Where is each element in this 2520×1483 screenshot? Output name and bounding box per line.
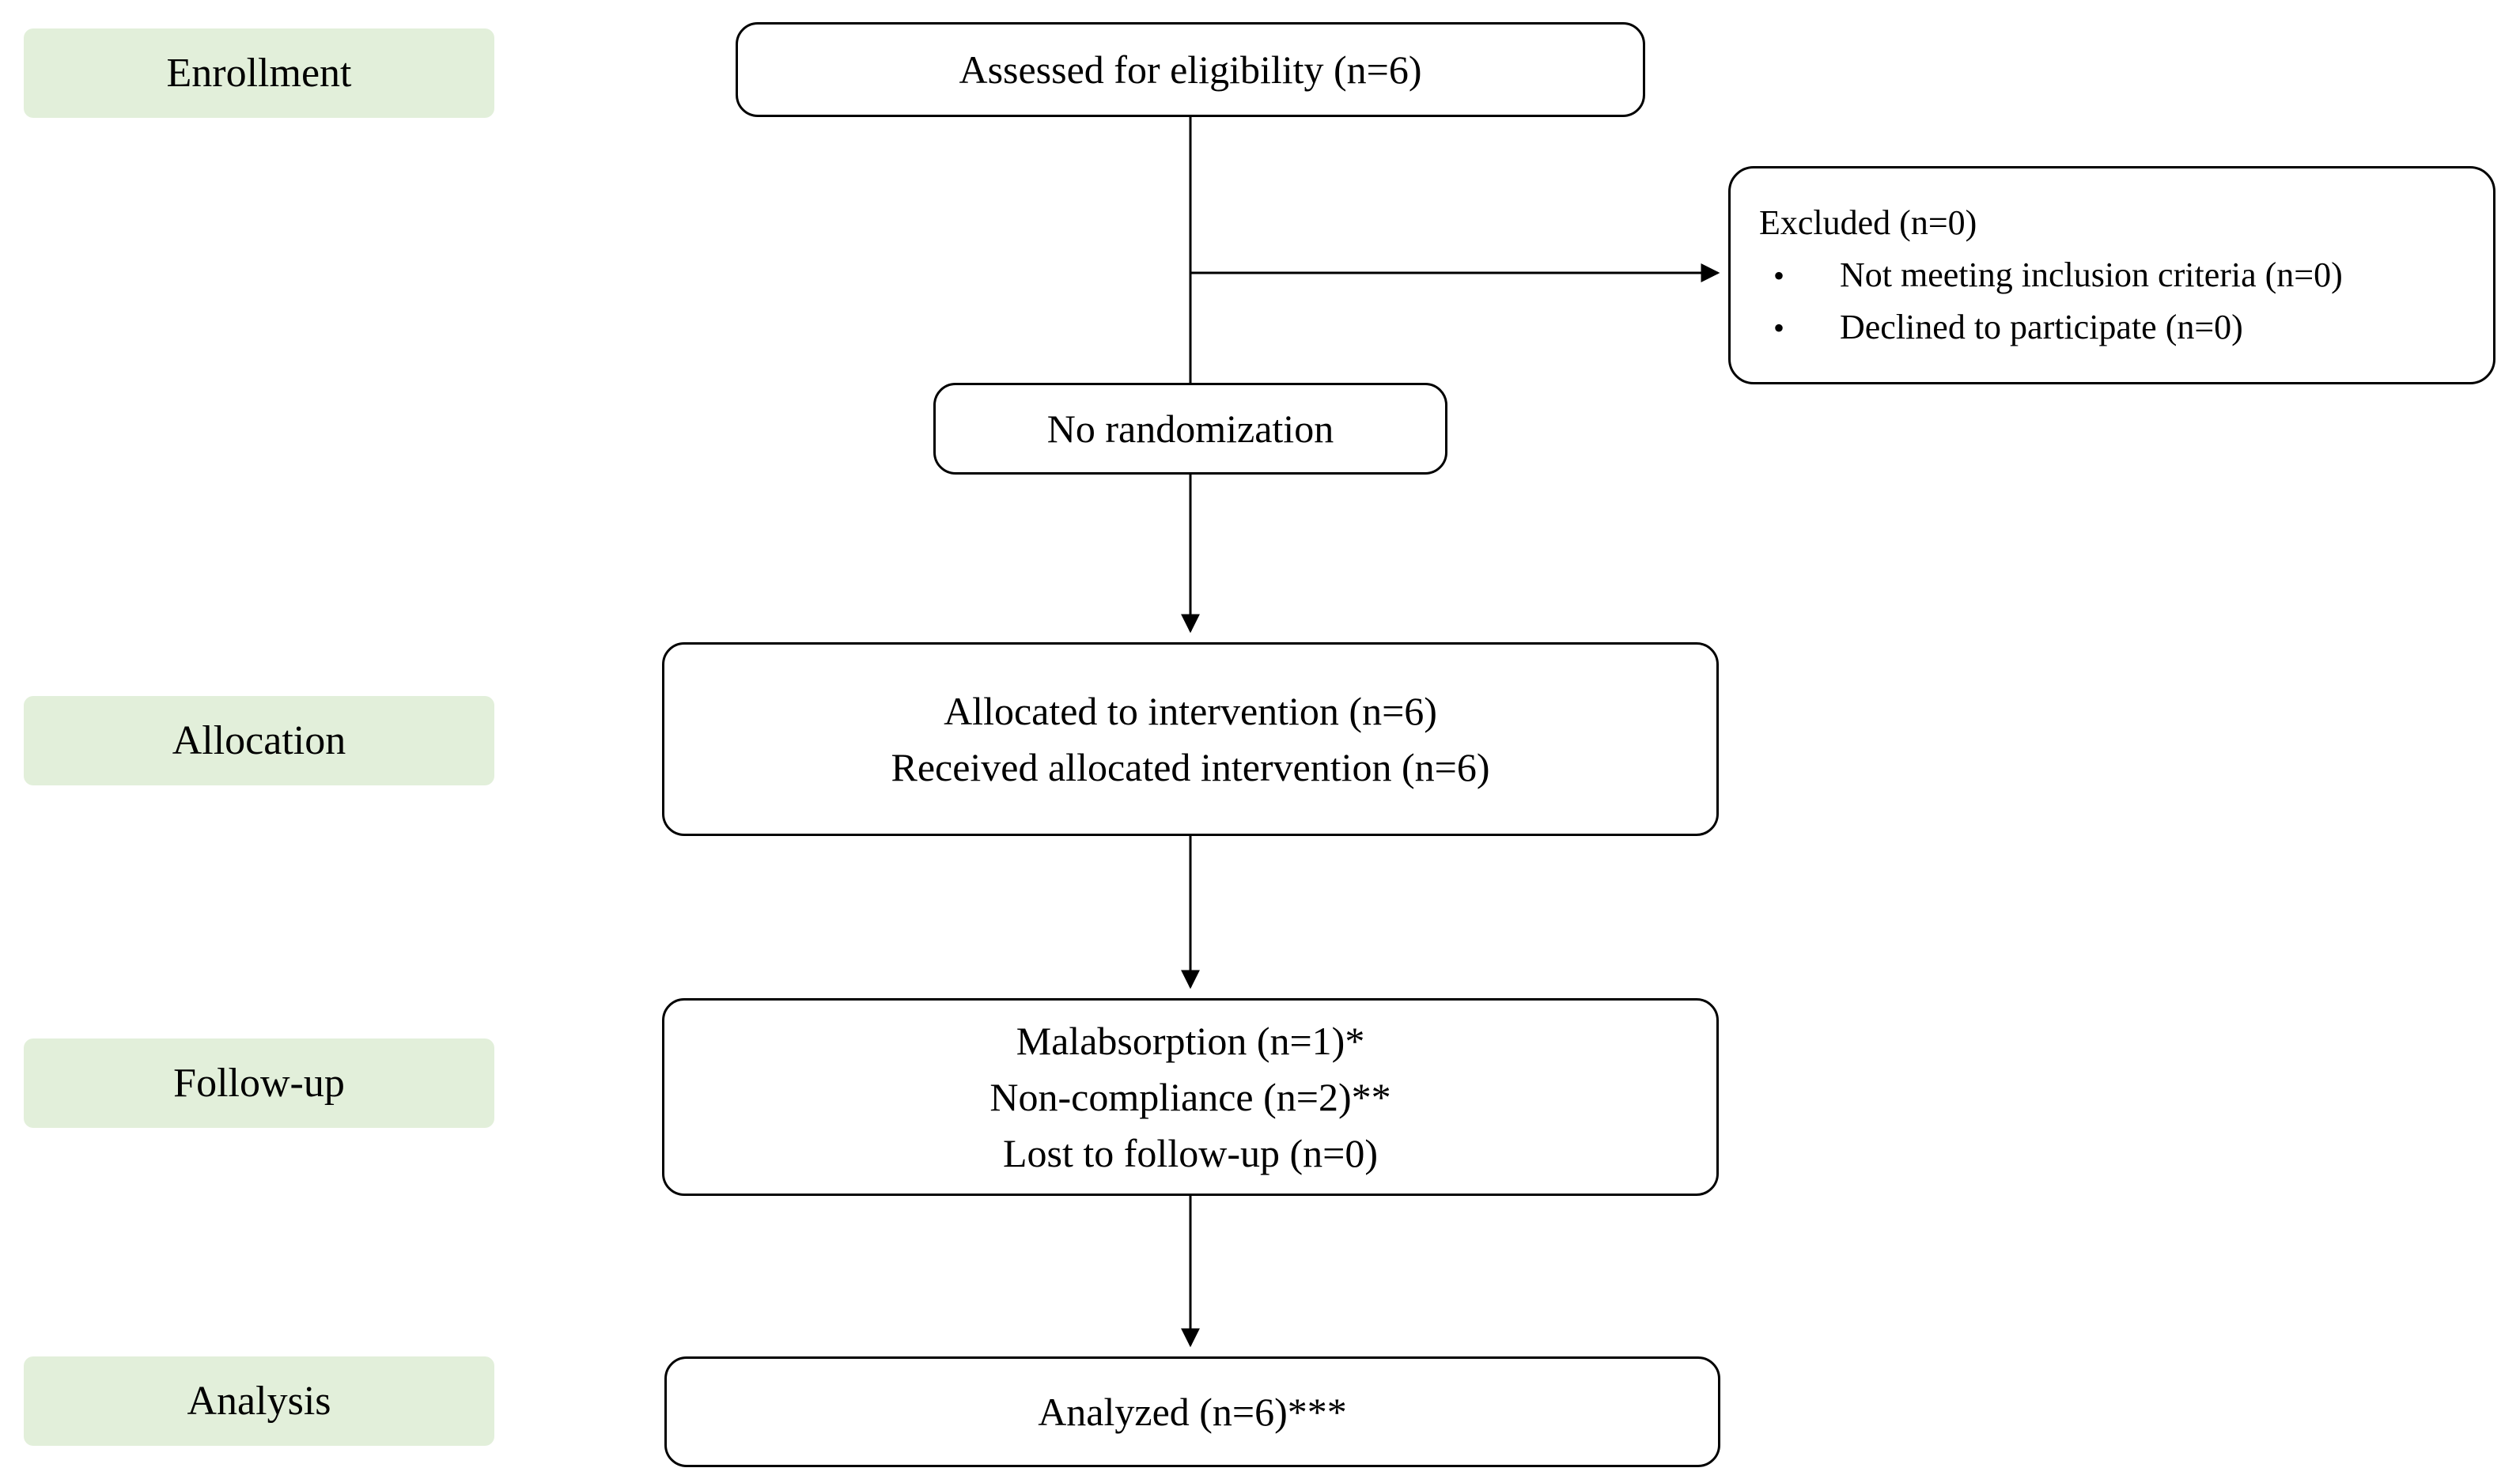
analyzed-box [664,1356,1720,1467]
assessed-text: Assessed for eligibility (n=6) [959,47,1422,92]
bullet-icon: • [1773,258,1785,293]
excluded-bullet-item [1759,249,2343,301]
stage-label-text: Follow-up [173,1061,345,1106]
followup-line: Malabsorption (n=1)* [1016,1018,1365,1063]
stage-label-text: Allocation [172,718,346,763]
allocation-box [662,642,1719,836]
allocated-line: Allocated to intervention (n=6) [944,688,1437,733]
follow-up-box [662,998,1719,1196]
stage-label-text: Enrollment [166,51,352,96]
excluded-title: Excluded (n=0) [1759,203,1977,242]
excluded-box [1728,166,2495,384]
no-randomization-box [933,383,1447,475]
stage-label-text: Analysis [187,1379,331,1424]
followup-line: Lost to follow-up (n=0) [1003,1130,1378,1175]
excluded-bullet-text: Declined to participate (n=0) [1840,308,2243,346]
stage-label-enrollment [24,28,494,118]
stage-label-analysis [24,1356,494,1446]
allocated-line: Received allocated intervention (n=6) [891,744,1490,789]
excluded-bullet-text: Not meeting inclusion criteria (n=0) [1840,255,2343,294]
excluded-bullet-item [1759,301,2243,354]
analyzed-text: Analyzed (n=6)*** [1038,1389,1347,1434]
stage-label-allocation [24,696,494,785]
stage-label-followup [24,1038,494,1128]
assessed-for-eligibility-box [736,22,1645,117]
no-randomization-text: No randomization [1046,406,1334,451]
bullet-icon: • [1773,310,1785,346]
followup-line: Non-compliance (n=2)** [989,1074,1391,1119]
